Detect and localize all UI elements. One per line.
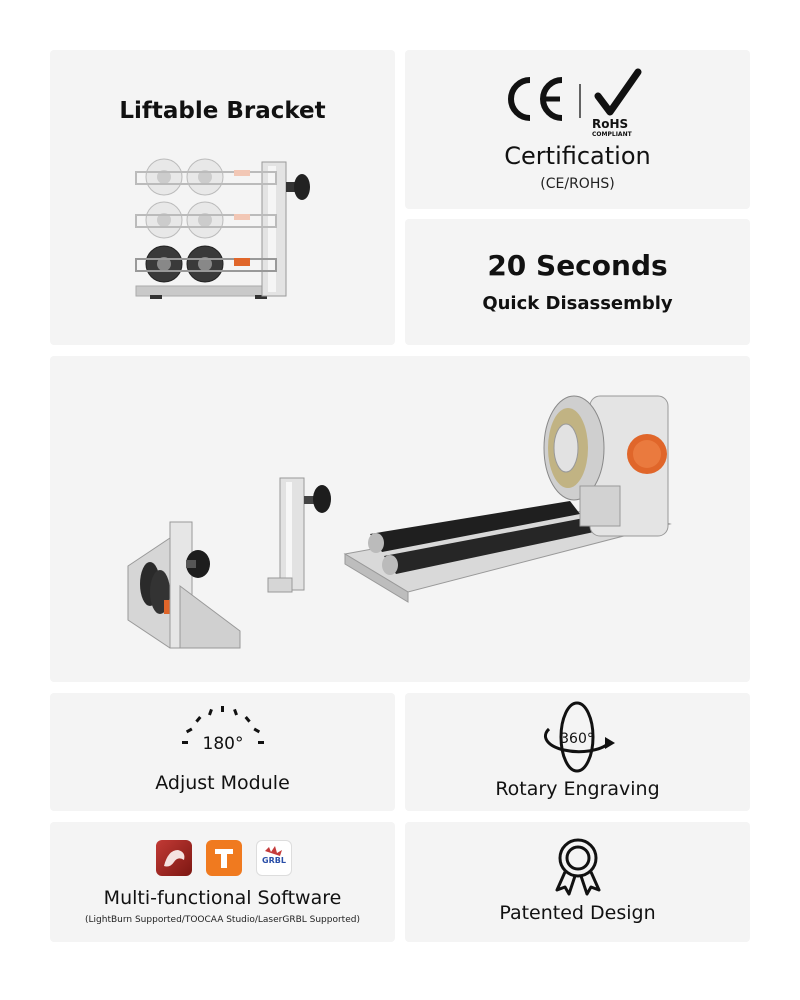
rotary-product-image	[50, 356, 750, 682]
lasergrbl-icon	[256, 840, 292, 876]
rohs-compliant-text: COMPLIANT	[592, 131, 632, 136]
adjust-module-card	[50, 693, 395, 811]
software-card	[50, 822, 395, 942]
angle-180-icon	[178, 703, 268, 763]
ribbon-award-icon	[551, 836, 605, 896]
quick-disassembly-card	[405, 219, 750, 345]
seconds-heading: 20 Seconds	[487, 249, 668, 282]
rohs-text: RoHS	[592, 117, 629, 131]
software-supported-note: (LightBurn Supported/TOOCAA Studio/LaserGRBL Supported)	[85, 915, 360, 925]
grbl-text: GRBL	[262, 856, 286, 865]
lift-bracket-part	[268, 478, 331, 592]
angle-180-text: 180°	[202, 734, 244, 754]
rotary-engraving-label: Rotary Engraving	[495, 778, 660, 800]
patented-design-card	[405, 822, 750, 942]
rotation-360-icon	[535, 699, 620, 775]
certification-card	[405, 50, 750, 209]
rohs-mark-icon	[592, 72, 638, 136]
angle-360-text: 360°	[560, 731, 594, 747]
certification-sub: (CE/ROHS)	[540, 176, 615, 192]
roller-bracket-part	[128, 522, 240, 648]
toocaa-icon	[206, 840, 242, 876]
quick-disassembly-label: Quick Disassembly	[482, 293, 673, 314]
lightburn-icon	[156, 840, 192, 876]
ce-mark-icon	[511, 80, 562, 118]
certification-logos	[500, 66, 660, 136]
liftable-bracket-image	[130, 152, 365, 352]
patented-design-label: Patented Design	[499, 902, 656, 924]
product-showcase-card	[50, 356, 750, 682]
certification-label: Certification	[504, 142, 651, 170]
liftable-bracket-title: Liftable Bracket	[119, 98, 326, 124]
software-label: Multi-functional Software	[103, 887, 342, 909]
adjust-module-label: Adjust Module	[155, 772, 290, 794]
software-icons-row	[156, 840, 292, 876]
liftable-bracket-card	[50, 50, 395, 345]
rotary-main-part	[345, 396, 670, 602]
rotary-engraving-card	[405, 693, 750, 811]
